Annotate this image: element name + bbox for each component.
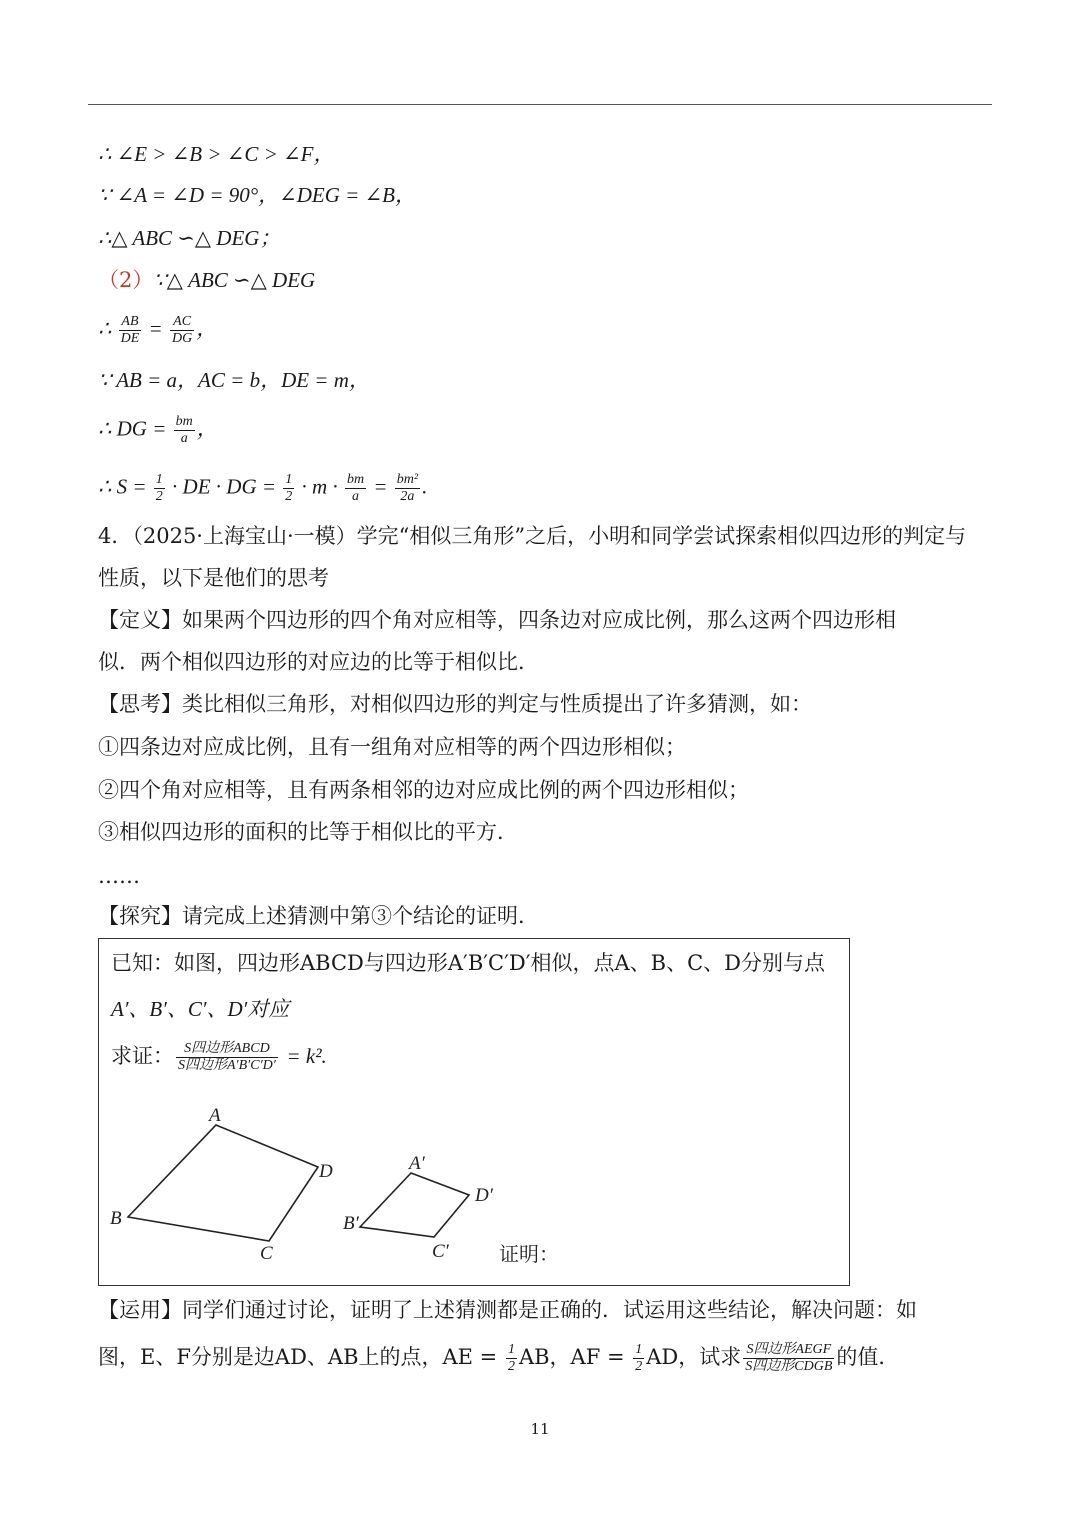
denominator: 2a — [400, 489, 415, 504]
numerator: bm² — [396, 472, 419, 487]
line-given-values: ∵ AB = a，AC = b，DE = m， — [98, 368, 370, 392]
explore-line: 【探究】请完成上述猜测中第③个结论的证明． — [98, 904, 539, 928]
ellipsis: …… — [98, 864, 140, 888]
numerator: S四边形AEGF — [743, 1342, 834, 1359]
fraction — [395, 472, 420, 505]
period: . — [422, 474, 428, 499]
label-d-prime: D′ — [475, 1185, 493, 1206]
numerator: S四边形ABCD — [176, 1041, 278, 1058]
fraction — [506, 1342, 517, 1375]
fraction — [283, 472, 294, 505]
expression: · DE · DG = — [172, 474, 277, 499]
label-b-prime: B′ — [343, 1213, 359, 1234]
apply-line1: 【运用】同学们通过讨论，证明了上述猜测都是正确的．试运用这些结论，解决问题：如 — [98, 1298, 917, 1322]
fraction — [174, 414, 195, 447]
denominator: a — [180, 431, 188, 446]
prove-result: = k². — [286, 1044, 327, 1068]
area-label: ∴ S = — [98, 474, 147, 499]
denominator: S四边形CDGB — [745, 1359, 833, 1374]
numerator: AC — [170, 314, 194, 331]
thinking-line: 【思考】类比相似三角形，对相似四边形的判定与性质提出了许多猜测，如： — [98, 692, 812, 716]
fraction — [154, 472, 165, 505]
quad-abcd-prime-shape — [360, 1173, 469, 1237]
quadrilateral-abcd-prime — [360, 1173, 469, 1237]
apply-text: 的值． — [836, 1345, 900, 1369]
part-number: （2） — [98, 268, 154, 292]
question-4-line1: 4．（2025·上海宝山·一模）学完“相似三角形”之后，小明和同学尝试探索相似四边形的判定与 — [98, 524, 967, 548]
denominator: DG — [171, 331, 193, 346]
proof-label: 证明： — [499, 1242, 559, 1266]
comma: ， — [196, 416, 218, 441]
numerator: bm — [175, 414, 193, 429]
definition-line1: 【定义】如果两个四边形的四个角对应相等，四条边对应成比例，那么这两个四边形相 — [98, 608, 896, 632]
conjecture-2: ②四个角对应相等，且有两条相邻的边对应成比例的两个四边形相似； — [98, 778, 749, 802]
line-angle-order: ∴ ∠E > ∠B > ∠C > ∠F， — [98, 142, 335, 166]
apply-line2 — [98, 1342, 899, 1375]
area-ratio-fraction — [743, 1342, 834, 1375]
page-number: 11 — [530, 1420, 550, 1438]
denominator: 2 — [285, 489, 293, 504]
equals: = — [148, 316, 163, 341]
dg-label: ∴ DG = — [98, 416, 167, 441]
therefore-symbol: ∴ — [98, 316, 112, 341]
quadrilateral-abcd — [128, 1125, 318, 1241]
fraction — [345, 472, 366, 505]
fraction — [170, 314, 194, 347]
similar-quadrilaterals-figure — [99, 939, 851, 1287]
label-a-prime: A′ — [409, 1153, 425, 1174]
comma: ， — [196, 316, 218, 341]
line-angle-equal: ∵ ∠A = ∠D = 90°，∠DEG = ∠B， — [98, 183, 417, 207]
numerator: 1 — [155, 472, 163, 487]
given-line1: 已知：如图，四边形ABCD与四边形A′B′C′D′相似，点A、B、C、D分别与点 — [111, 951, 825, 975]
header-rule — [88, 104, 992, 105]
apply-text: AD，试求 — [646, 1345, 742, 1369]
denominator: S四边形A′B′C′D′ — [178, 1058, 276, 1073]
line-dg — [98, 414, 218, 447]
label-c-prime: C′ — [432, 1241, 449, 1262]
conjecture-1: ①四条边对应成比例，且有一组角对应相等的两个四边形相似； — [98, 735, 686, 759]
line-area — [98, 472, 427, 505]
numerator: 1 — [635, 1342, 643, 1357]
fraction — [119, 314, 142, 347]
label-d: D — [319, 1161, 333, 1182]
question-4-line2: 性质，以下是他们的思考 — [98, 566, 329, 590]
denominator: 2 — [155, 489, 163, 504]
apply-text: AB，AF = — [518, 1345, 625, 1369]
conjecture-3: ③相似四边形的面积的比等于相似比的平方． — [98, 820, 518, 844]
prove-label: 求证： — [111, 1044, 174, 1068]
label-c: C — [260, 1243, 273, 1264]
numerator: 1 — [507, 1342, 515, 1357]
quad-abcd-shape — [128, 1125, 318, 1241]
expression: · m · — [301, 474, 338, 499]
denominator: 2 — [507, 1359, 515, 1374]
denominator: a — [352, 489, 360, 504]
line-similar: ∴△ ABC ∽△ DEG； — [98, 226, 281, 250]
label-a: A — [209, 1105, 221, 1126]
denominator: 2 — [635, 1359, 643, 1374]
numerator: AB — [119, 314, 142, 331]
proof-box — [98, 938, 850, 1286]
apply-text: 图，E、F分别是边AD、AB上的点，AE = — [98, 1345, 498, 1369]
part2-text: ∵△ ABC ∽△ DEG — [153, 268, 316, 292]
label-b: B — [110, 1208, 122, 1229]
definition-line2: 似．两个相似四边形的对应边的比等于相似比． — [98, 650, 539, 674]
equals: = — [373, 474, 388, 499]
line-ratio — [98, 314, 217, 347]
line-part2 — [98, 266, 315, 294]
given-line2: A′、B′、C′、D′对应 — [111, 997, 290, 1021]
denominator: DE — [120, 331, 140, 346]
numerator: bm — [346, 472, 365, 487]
numerator: 1 — [285, 472, 293, 487]
fraction — [633, 1342, 644, 1375]
